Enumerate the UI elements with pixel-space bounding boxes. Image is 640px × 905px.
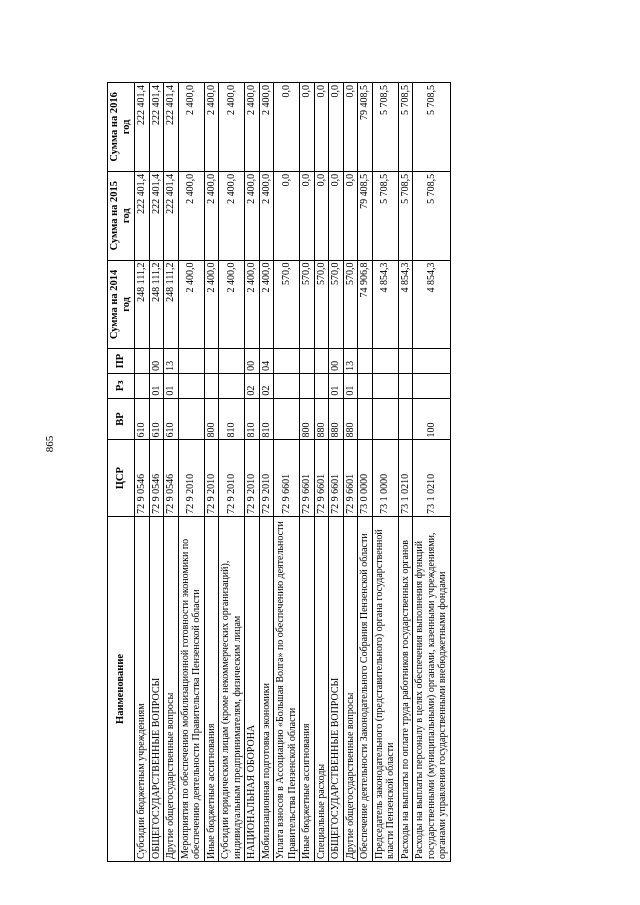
cell-s3: 0,0 [300, 83, 315, 172]
cell-s2: 0,0 [314, 171, 329, 260]
cell-s2: 222 401,4 [149, 171, 164, 260]
header-csr: ЦСР [108, 440, 135, 516]
cell-s2: 222 401,4 [164, 171, 179, 260]
cell-s1: 570,0 [343, 260, 358, 349]
cell-vr: 610 [149, 398, 164, 440]
cell-s2: 2 400,0 [219, 171, 245, 260]
table-row [149, 83, 164, 862]
cell-s1: 248 111,2 [164, 260, 179, 349]
cell-vr [372, 398, 398, 440]
cell-csr: 72 9 2010 [219, 440, 245, 516]
cell-name: ОБЩЕГОСУДАРСТВЕННЫЕ ВОПРОСЫ [149, 516, 164, 861]
header-rz: Рз [108, 373, 135, 398]
cell-s3: 222 401,4 [164, 83, 179, 172]
cell-s3: 0,0 [274, 83, 300, 172]
cell-name: Председатель законодательного (представительного) органа государственной власти Пензенской области [372, 516, 398, 861]
cell-csr: 72 9 2010 [178, 440, 204, 516]
cell-s2: 0,0 [343, 171, 358, 260]
header-vr: ВР [108, 398, 135, 440]
cell-name: Уплата взносов в Ассоциацию «Большая Волга» по обеспечению деятельности Правительства Пензенской области [274, 516, 300, 861]
cell-vr: 800 [204, 398, 219, 440]
cell-csr: 72 9 0546 [135, 440, 150, 516]
cell-pr [413, 349, 451, 374]
cell-s1: 570,0 [274, 260, 300, 349]
cell-s1: 2 400,0 [204, 260, 219, 349]
cell-csr: 73 0 0000 [358, 440, 373, 516]
cell-vr: 810 [259, 398, 274, 440]
table-row [219, 83, 245, 862]
cell-pr [178, 349, 204, 374]
cell-s3: 0,0 [343, 83, 358, 172]
table-row [413, 83, 451, 862]
cell-name: Обеспечение деятельности Законодательного Собрания Пензенской области [358, 516, 373, 861]
cell-csr: 73 1 0000 [372, 440, 398, 516]
cell-s3: 2 400,0 [245, 83, 260, 172]
cell-s3: 222 401,4 [149, 83, 164, 172]
cell-s3: 5 708,5 [413, 83, 451, 172]
cell-name: Другие общегосударственные вопросы [164, 516, 179, 861]
cell-pr: 00 [245, 349, 260, 374]
cell-csr: 72 9 6601 [274, 440, 300, 516]
cell-rz: 01 [149, 373, 164, 398]
table-row [314, 83, 329, 862]
cell-s3: 222 401,4 [135, 83, 150, 172]
cell-vr: 100 [413, 398, 451, 440]
cell-vr: 610 [135, 398, 150, 440]
cell-rz [219, 373, 245, 398]
table-header-row [108, 83, 135, 862]
cell-pr [219, 349, 245, 374]
cell-csr: 72 9 6601 [343, 440, 358, 516]
cell-s2: 2 400,0 [245, 171, 260, 260]
cell-vr [398, 398, 413, 440]
cell-csr: 72 9 2010 [259, 440, 274, 516]
cell-csr: 72 9 6601 [300, 440, 315, 516]
cell-pr: 13 [164, 349, 179, 374]
table-row [259, 83, 274, 862]
cell-name: Специальные расходы [314, 516, 329, 861]
cell-rz [204, 373, 219, 398]
cell-csr: 73 1 0210 [413, 440, 451, 516]
cell-s2: 5 708,5 [398, 171, 413, 260]
cell-s1: 4 854,3 [372, 260, 398, 349]
cell-pr [204, 349, 219, 374]
cell-csr: 72 9 0546 [149, 440, 164, 516]
cell-rz [314, 373, 329, 398]
cell-s1: 2 400,0 [245, 260, 260, 349]
cell-rz: 01 [343, 373, 358, 398]
cell-name: Субсидии юридическим лицам (кроме некоммерческих организаций), индивидуальным предпринимателям, физическим лицам [219, 516, 245, 861]
table-row [178, 83, 204, 862]
cell-name: Мобилизационная подготовка экономики [259, 516, 274, 861]
cell-s1: 570,0 [329, 260, 344, 349]
cell-rz [358, 373, 373, 398]
cell-s1: 2 400,0 [219, 260, 245, 349]
cell-vr: 880 [343, 398, 358, 440]
budget-table-container [107, 82, 451, 862]
cell-name: Расходы на выплаты по оплате труда работников государственных органов [398, 516, 413, 861]
cell-pr [372, 349, 398, 374]
cell-pr: 13 [343, 349, 358, 374]
cell-csr: 72 9 2010 [245, 440, 260, 516]
cell-s3: 5 708,5 [372, 83, 398, 172]
page-number: 865 [44, 435, 56, 453]
table-row [135, 83, 150, 862]
cell-csr: 72 9 6601 [329, 440, 344, 516]
cell-vr [358, 398, 373, 440]
cell-rz: 01 [329, 373, 344, 398]
table-row [358, 83, 373, 862]
cell-s3: 2 400,0 [219, 83, 245, 172]
cell-name: ОБЩЕГОСУДАРСТВЕННЫЕ ВОПРОСЫ [329, 516, 344, 861]
cell-csr: 73 1 0210 [398, 440, 413, 516]
cell-rz [413, 373, 451, 398]
cell-s2: 5 708,5 [413, 171, 451, 260]
cell-csr: 72 9 2010 [204, 440, 219, 516]
cell-s1: 74 906,8 [358, 260, 373, 349]
cell-s1: 248 111,2 [149, 260, 164, 349]
cell-name: Субсидии бюджетным учреждениям [135, 516, 150, 861]
cell-pr: 04 [259, 349, 274, 374]
cell-rz [398, 373, 413, 398]
cell-pr [135, 349, 150, 374]
cell-rz [135, 373, 150, 398]
table-row [245, 83, 260, 862]
cell-rz [274, 373, 300, 398]
cell-s2: 2 400,0 [259, 171, 274, 260]
cell-name: Иные бюджетные ассигнования [204, 516, 219, 861]
cell-vr [274, 398, 300, 440]
cell-name: Другие общегосударственные вопросы [343, 516, 358, 861]
cell-vr: 800 [300, 398, 315, 440]
header-sum-2014: Сумма на 2014 год [108, 260, 135, 349]
table-row [329, 83, 344, 862]
cell-rz [178, 373, 204, 398]
table-row [300, 83, 315, 862]
cell-pr [300, 349, 315, 374]
cell-s1: 4 854,3 [413, 260, 451, 349]
cell-s3: 2 400,0 [178, 83, 204, 172]
table-row [398, 83, 413, 862]
cell-pr [398, 349, 413, 374]
cell-vr: 880 [314, 398, 329, 440]
cell-s3: 5 708,5 [398, 83, 413, 172]
cell-vr: 810 [219, 398, 245, 440]
header-pr: ПР [108, 349, 135, 374]
cell-pr: 00 [329, 349, 344, 374]
cell-rz: 02 [245, 373, 260, 398]
cell-s2: 2 400,0 [178, 171, 204, 260]
cell-vr [178, 398, 204, 440]
cell-s2: 79 408,5 [358, 171, 373, 260]
cell-csr: 72 9 0546 [164, 440, 179, 516]
cell-pr: 00 [149, 349, 164, 374]
header-sum-2016: Сумма на 2016 год [108, 83, 135, 172]
cell-pr [314, 349, 329, 374]
cell-name: Расходы на выплаты персоналу в целях обеспечения выполнения функций государственными (муниципальными) органами, казенными учреждениями, органами управления государственными внебюджетными фондами [413, 516, 451, 861]
table-row [204, 83, 219, 862]
cell-s1: 570,0 [314, 260, 329, 349]
cell-csr: 72 9 6601 [314, 440, 329, 516]
cell-vr: 810 [245, 398, 260, 440]
table-row [274, 83, 300, 862]
cell-s3: 2 400,0 [204, 83, 219, 172]
cell-pr [274, 349, 300, 374]
cell-s1: 248 111,2 [135, 260, 150, 349]
cell-s3: 0,0 [329, 83, 344, 172]
cell-s2: 0,0 [300, 171, 315, 260]
cell-s3: 2 400,0 [259, 83, 274, 172]
cell-s1: 2 400,0 [259, 260, 274, 349]
table-row [372, 83, 398, 862]
cell-s3: 79 408,5 [358, 83, 373, 172]
header-name: Наименование [108, 516, 135, 861]
cell-s1: 2 400,0 [178, 260, 204, 349]
cell-s1: 570,0 [300, 260, 315, 349]
cell-rz: 02 [259, 373, 274, 398]
cell-s2: 2 400,0 [204, 171, 219, 260]
table-row [164, 83, 179, 862]
cell-s1: 4 854,3 [398, 260, 413, 349]
cell-s2: 5 708,5 [372, 171, 398, 260]
cell-vr: 880 [329, 398, 344, 440]
table-row [343, 83, 358, 862]
cell-vr: 610 [164, 398, 179, 440]
header-sum-2015: Сумма на 2015 год [108, 171, 135, 260]
cell-s2: 0,0 [329, 171, 344, 260]
cell-name: Мероприятия по обеспечению мобилизационной готовности экономики по обеспечению деятельности Правительства Пензенской области [178, 516, 204, 861]
cell-name: НАЦИОНАЛЬНАЯ ОБОРОНА [245, 516, 260, 861]
table-body [135, 83, 451, 862]
cell-s2: 0,0 [274, 171, 300, 260]
cell-s3: 0,0 [314, 83, 329, 172]
cell-rz: 01 [164, 373, 179, 398]
cell-rz [372, 373, 398, 398]
cell-pr [358, 349, 373, 374]
cell-rz [300, 373, 315, 398]
cell-s2: 222 401,4 [135, 171, 150, 260]
budget-table [107, 82, 451, 862]
cell-name: Иные бюджетные ассигнования [300, 516, 315, 861]
